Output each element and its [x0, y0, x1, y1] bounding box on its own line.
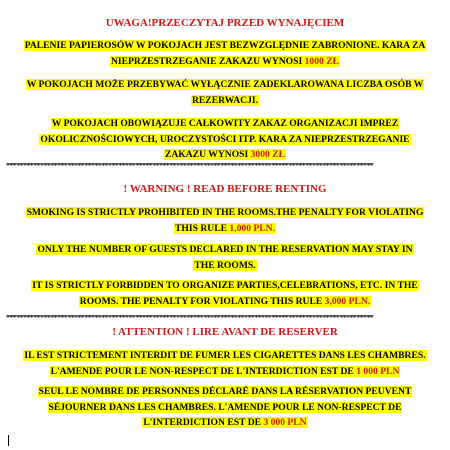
penalty-amount: 3 000 PLN: [263, 417, 307, 428]
polish-guests-line-1: [8, 77, 442, 93]
highlighted-text: [79, 296, 371, 307]
highlighted-text: IL EST STRICTEMENT INTERDIT DE FUMER LES CIGARETTES DANS LES CHAMBRES.: [24, 350, 426, 361]
highlighted-text: PALENIE PAPIEROSÓW W POKOJACH JEST BEZWZGLĘDNIE ZABRONIONE. KARA ZA: [24, 40, 426, 51]
polish-parties-line-2: [8, 132, 442, 148]
text: L'AMENDE POUR LE NON-RESPECT DE L'INTERDICTION EST DE: [50, 365, 357, 377]
highlighted-text: OKOLICZNOŚCIOWYCH, UROCZYSTOŚCI ITP. KARA ZA NIEPRZESTRZEGANIE: [40, 133, 410, 145]
highlighted-text: SEUL LE NOMBRE DE PERSONNES DÉCLARÉ DANS LA RÉSERVATION PEUVENT: [38, 386, 412, 397]
highlighted-text: SÉJOURNER DANS LES CHAMBRES. L'AMENDE POUR LE NON-RESPECT DE: [48, 401, 402, 413]
english-parties-paragraph: [8, 278, 442, 309]
text: ROOMS. THE PENALTY FOR VIOLATING THIS RULE: [79, 295, 325, 307]
english-smoking-paragraph: [8, 205, 442, 236]
english-smoking-line-1: [8, 205, 442, 221]
separator-line: ************************************************************************************************************: [6, 315, 374, 321]
english-parties-line-1: [8, 278, 442, 294]
polish-heading: UWAGA!PRZECZYTAJ PRZED WYNAJĘCIEM: [105, 17, 345, 29]
polish-smoking-paragraph: [8, 38, 442, 69]
english-smoking-line-2: [8, 221, 442, 237]
text: NIEPRZESTRZEGANIE ZAKAZU WYNOSI: [111, 55, 305, 67]
french-guests-line-1: [8, 384, 442, 400]
english-guests-line-1: [8, 242, 442, 258]
highlighted-text: [142, 417, 307, 428]
penalty-amount: 3,000 PLN.: [324, 295, 371, 307]
text: L'INTERDICTION EST DE: [143, 417, 264, 428]
highlighted-text: [174, 223, 276, 234]
highlighted-text: SMOKING IS STRICTLY PROHIBITED IN THE ROOMS.THE PENALTY FOR VIOLATING: [26, 207, 424, 218]
english-heading: ! WARNING ! READ BEFORE RENTING: [123, 183, 327, 195]
french-smoking-paragraph: [8, 348, 442, 379]
text: ZAKAZU WYNOSI: [164, 149, 251, 160]
french-guests-line-3: [8, 415, 442, 431]
polish-guests-line-2: [8, 93, 442, 109]
polish-guests-paragraph: [8, 77, 442, 108]
highlighted-text: [164, 149, 286, 160]
penalty-amount: 1 000 PLN: [356, 365, 400, 377]
french-smoking-line-1: [8, 348, 442, 364]
penalty-amount: 1000 ZŁ: [304, 55, 339, 67]
highlighted-text: REZERWACJI.: [191, 94, 259, 106]
separator-line: ************************************************************************************************************: [6, 163, 374, 169]
penalty-amount: 3000 ZŁ: [250, 149, 286, 160]
penalty-amount: 1,000 PLN.: [229, 222, 275, 234]
polish-parties-paragraph: [8, 116, 442, 163]
polish-parties-line-1: [8, 116, 442, 132]
french-heading: ! ATTENTION ! LIRE AVANT DE RESERVER: [112, 326, 338, 338]
english-guests-paragraph: [8, 242, 442, 273]
highlighted-text: THE ROOMS.: [194, 259, 256, 271]
english-guests-line-2: [8, 258, 442, 274]
text: THIS RULE: [175, 222, 230, 234]
highlighted-text: W POKOJACH MOŻE PRZEBYWAĆ WYŁĄCZNIE ZADEKLAROWANA LICZBA OSÓB W: [26, 79, 424, 90]
french-smoking-line-2: [8, 364, 442, 380]
highlighted-text: [50, 366, 401, 377]
text-cursor[interactable]: [8, 435, 9, 446]
highlighted-text: [110, 56, 340, 67]
french-guests-line-2: [8, 400, 442, 416]
polish-smoking-line-1: [8, 38, 442, 54]
highlighted-text: IT IS STRICTLY FORBIDDEN TO ORGANIZE PARTIES,CELEBRATIONS, ETC. IN THE: [32, 280, 418, 291]
english-parties-line-2: [8, 294, 442, 310]
polish-parties-line-3: [8, 147, 442, 163]
polish-smoking-line-2: [8, 54, 442, 70]
highlighted-text: W POKOJACH OBOWIĄZUJE CAŁKOWITY ZAKAZ ORGANIZACJI IMPREZ: [51, 118, 399, 129]
highlighted-text: ONLY THE NUMBER OF GUESTS DECLARED IN THE RESERVATION MAY STAY IN: [37, 244, 413, 255]
french-guests-paragraph: [8, 384, 442, 431]
